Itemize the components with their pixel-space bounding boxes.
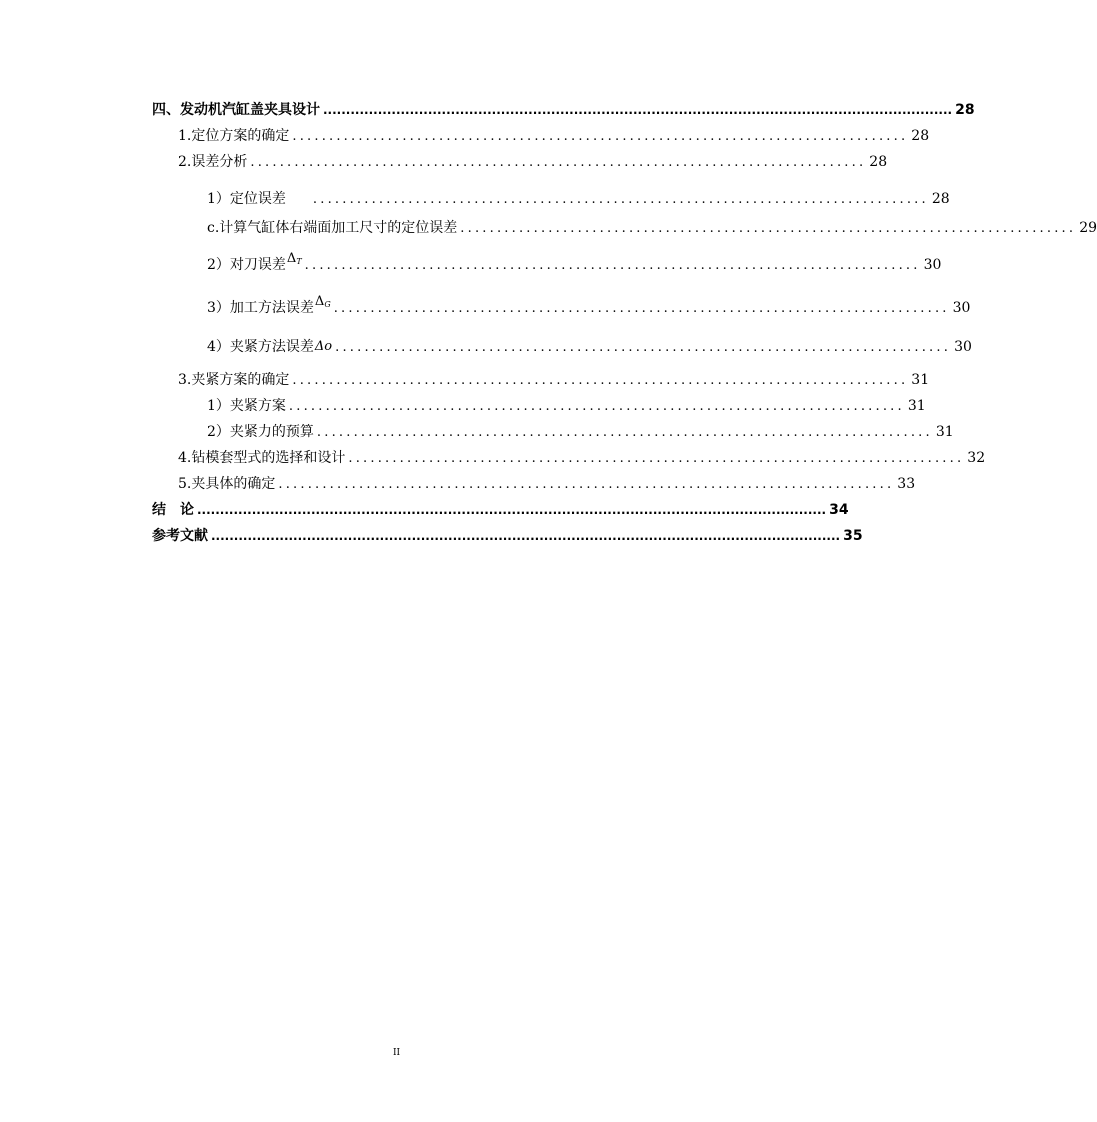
page-number: II [392,1048,401,1058]
toc-entry-cylinder-positioning-error[interactable] [207,219,1097,237]
toc-entry-title: 4）夹紧方法误差 [207,339,314,355]
toc-entry-page: 31 [911,372,930,388]
toc-entry-title: 4.钻模套型式的选择和设计 [178,450,346,466]
toc-entry-title: 结 论 [152,502,194,518]
toc-entry-clamping-method-error[interactable] [207,338,972,356]
toc-leader-dots: .................................................................................... [316,425,933,440]
toc-entry-page: 28 [869,154,888,170]
toc-entry-page: 33 [897,476,916,492]
toc-entry-page: 29 [1079,220,1097,236]
delta-symbol: Δo [314,339,333,354]
toc-entry-title: 2）对刀误差 [207,257,286,273]
toc-entry-error-analysis[interactable] [178,153,888,171]
toc-entry-page: 31 [935,424,954,440]
toc-entry-title: 1.定位方案的确定 [178,128,290,144]
toc-entry-title: c.计算气缸体右端面加工尺寸的定位误差 [207,220,458,236]
toc-entry-conclusion[interactable] [152,501,849,519]
toc-entry-title: 四、发动机汽缸盖夹具设计 [152,102,320,118]
toc-leader-dots: .................................................................................... [278,477,895,492]
toc-entry-tool-setting-error[interactable] [207,251,942,274]
toc-leader-dots: .................................................................................... [292,373,909,388]
toc-entry-title-wrap [207,294,331,319]
toc-entry-title-wrap [207,190,310,208]
toc-entry-references[interactable] [152,527,863,545]
toc-entry-title: 1）定位误差 [207,191,286,207]
toc-leader-dots: .................................................................................... [333,301,950,316]
toc-entry-title: 参考文献 [152,528,208,544]
toc-entry-title: 5.夹具体的确定 [178,476,276,492]
toc-entry-fixture-body[interactable] [178,475,916,493]
toc-entry-page: 28 [955,102,975,118]
toc-entry-page: 34 [829,502,849,518]
toc-leader-dots: .................................................................................... [288,399,905,414]
toc-entry-page: 35 [843,528,863,544]
toc-entry-title: 2）夹紧力的预算 [207,424,314,440]
toc-entry-title: 2.误差分析 [178,154,248,170]
toc-leader-dots: .................................................................................... [304,258,921,273]
toc-entry-machining-method-error[interactable] [207,294,971,317]
toc-leader-dots: .......................................................................................................................................... [197,503,827,517]
toc-entry-drill-bushing-design[interactable] [178,449,986,467]
delta-symbol: $\Delta_G$ [314,294,331,309]
toc-leader-dots: .................................................................................... [250,155,867,170]
toc-entry-page: 28 [911,128,930,144]
toc-leader-dots: .................................................................................... [335,340,952,355]
toc-entry-clamping-scheme[interactable] [207,397,926,415]
toc-entry-positioning-error[interactable] [207,190,950,208]
toc-leader-dots: .................................................................................... [460,221,1077,236]
toc-leader-dots: .................................................................................... [292,129,909,144]
toc-entry-page: 30 [952,300,971,316]
toc-entry-title-wrap [207,338,332,357]
toc-entry-page: 31 [907,398,926,414]
toc-entry-title: 3.夹紧方案的确定 [178,372,290,388]
toc-entry-page: 32 [967,450,986,466]
toc-entry-positioning-scheme[interactable] [178,127,930,145]
toc-entry-page: 30 [923,257,942,273]
toc-leader-dots: .......................................................................................................................................... [211,529,841,543]
toc-entry-page: 30 [954,339,972,355]
toc-entry-title: 3）加工方法误差 [207,300,314,316]
toc-entry-clamping-scheme-determination[interactable] [178,371,930,389]
toc-entry-title-wrap [207,251,302,276]
toc-leader-dots: .................................................................................... [312,192,929,207]
toc-leader-dots: .................................................................................... [348,451,965,466]
toc-leader-dots: .......................................................................................................................................... [323,103,953,117]
toc-entry-chapter-4[interactable] [152,101,975,119]
delta-symbol: $\Delta_T$ [286,251,302,266]
toc-entry-page: 28 [931,191,950,207]
toc-entry-title: 1）夹紧方案 [207,398,286,414]
toc-entry-clamping-force-estimate[interactable] [207,423,954,441]
